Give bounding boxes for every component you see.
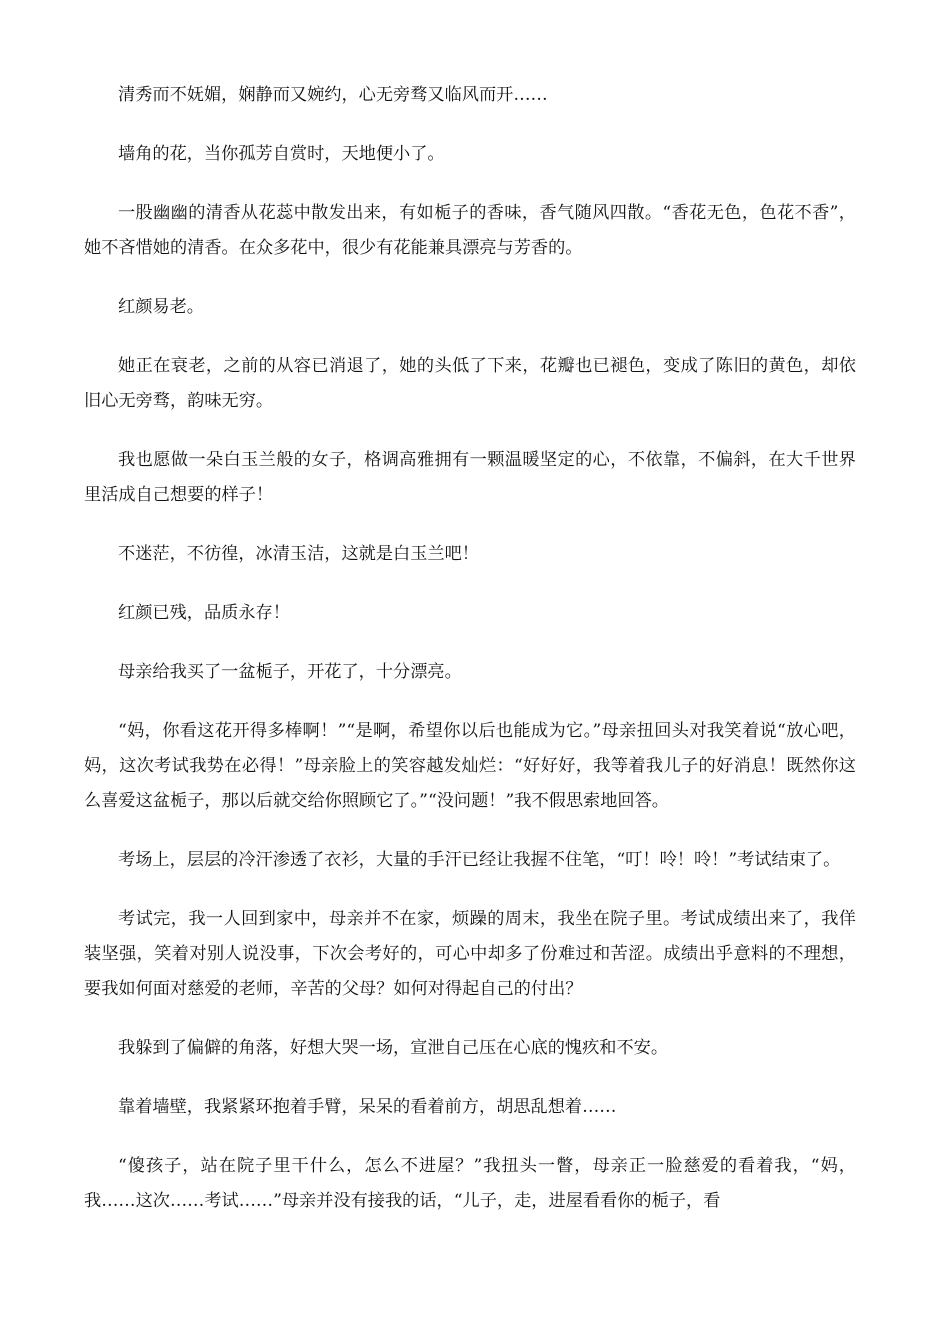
paragraph: 墙角的花，当你孤芳自赏时，天地便小了。 [118,144,445,164]
paragraph: 考场上，层层的冷汗渗透了衣衫，大量的手汗已经让我握不住笔，“叮！呤！呤！”考试结束了。 [118,850,841,870]
paragraph: “傻孩子，站在院子里干什么，怎么不进屋？”我扭头一瞥，母亲正一脸慈爱的看着我，“妈，我……这次……考试……”母亲并没有接我的话，“儿子，走，进屋看看你的栀子，看 [84,1156,856,1211]
paragraph: 红颜易老。 [118,297,204,317]
paragraph: 考试完，我一人回到家中，母亲并不在家，烦躁的周末，我坐在院子里。考试成绩出来了，我佯装坚强，笑着对别人说没事，下次会考好的，可心中却多了份难过和苦涩。成绩出乎意料的不理想，要我如何面对慈爱的老师，辛苦的父母？如何对得起自己的付出？ [84,909,856,999]
paragraph: 我躲到了偏僻的角落，好想大哭一场，宣泄自己压在心底的愧疚和不安。 [118,1038,669,1058]
paragraph: 母亲给我买了一盆栀子，开花了，十分漂亮。 [118,662,462,682]
paragraph: 我也愿做一朵白玉兰般的女子，格调高雅拥有一颗温暖坚定的心，不依靠，不偏斜，在大千世界里活成自己想要的样子！ [84,450,856,505]
document-page [84,78,856,1243]
paragraph: 一股幽幽的清香从花蕊中散发出来，有如栀子的香味，香气随风四散。“香花无色，色花不香”，她不吝惜她的清香。在众多花中，很少有花能兼具漂亮与芳香的。 [84,203,856,258]
paragraph: 红颜已残，品质永存！ [118,603,290,623]
paragraph: “妈，你看这花开得多棒啊！”“是啊，希望你以后也能成为它。”母亲扭回头对我笑着说“放心吧，妈，这次考试我势在必得！”母亲脸上的笑容越发灿烂：“好好好，我等着我儿子的好消息！既然你这么喜爱这盆栀子，那以后就交给你照顾它了。”“没问题！”我不假思索地回答。 [84,721,856,811]
paragraph: 靠着墙壁，我紧紧环抱着手臂，呆呆的看着前方，胡思乱想着…… [118,1097,617,1117]
paragraph: 清秀而不妩媚，娴静而又婉约，心无旁骛又临风而开…… [118,85,548,105]
paragraph: 她正在衰老，之前的从容已消退了，她的头低了下来，花瓣也已褪色，变成了陈旧的黄色，却依旧心无旁骛，韵味无穷。 [84,356,856,411]
paragraph: 不迷茫，不彷徨，冰清玉洁，这就是白玉兰吧！ [118,544,479,564]
